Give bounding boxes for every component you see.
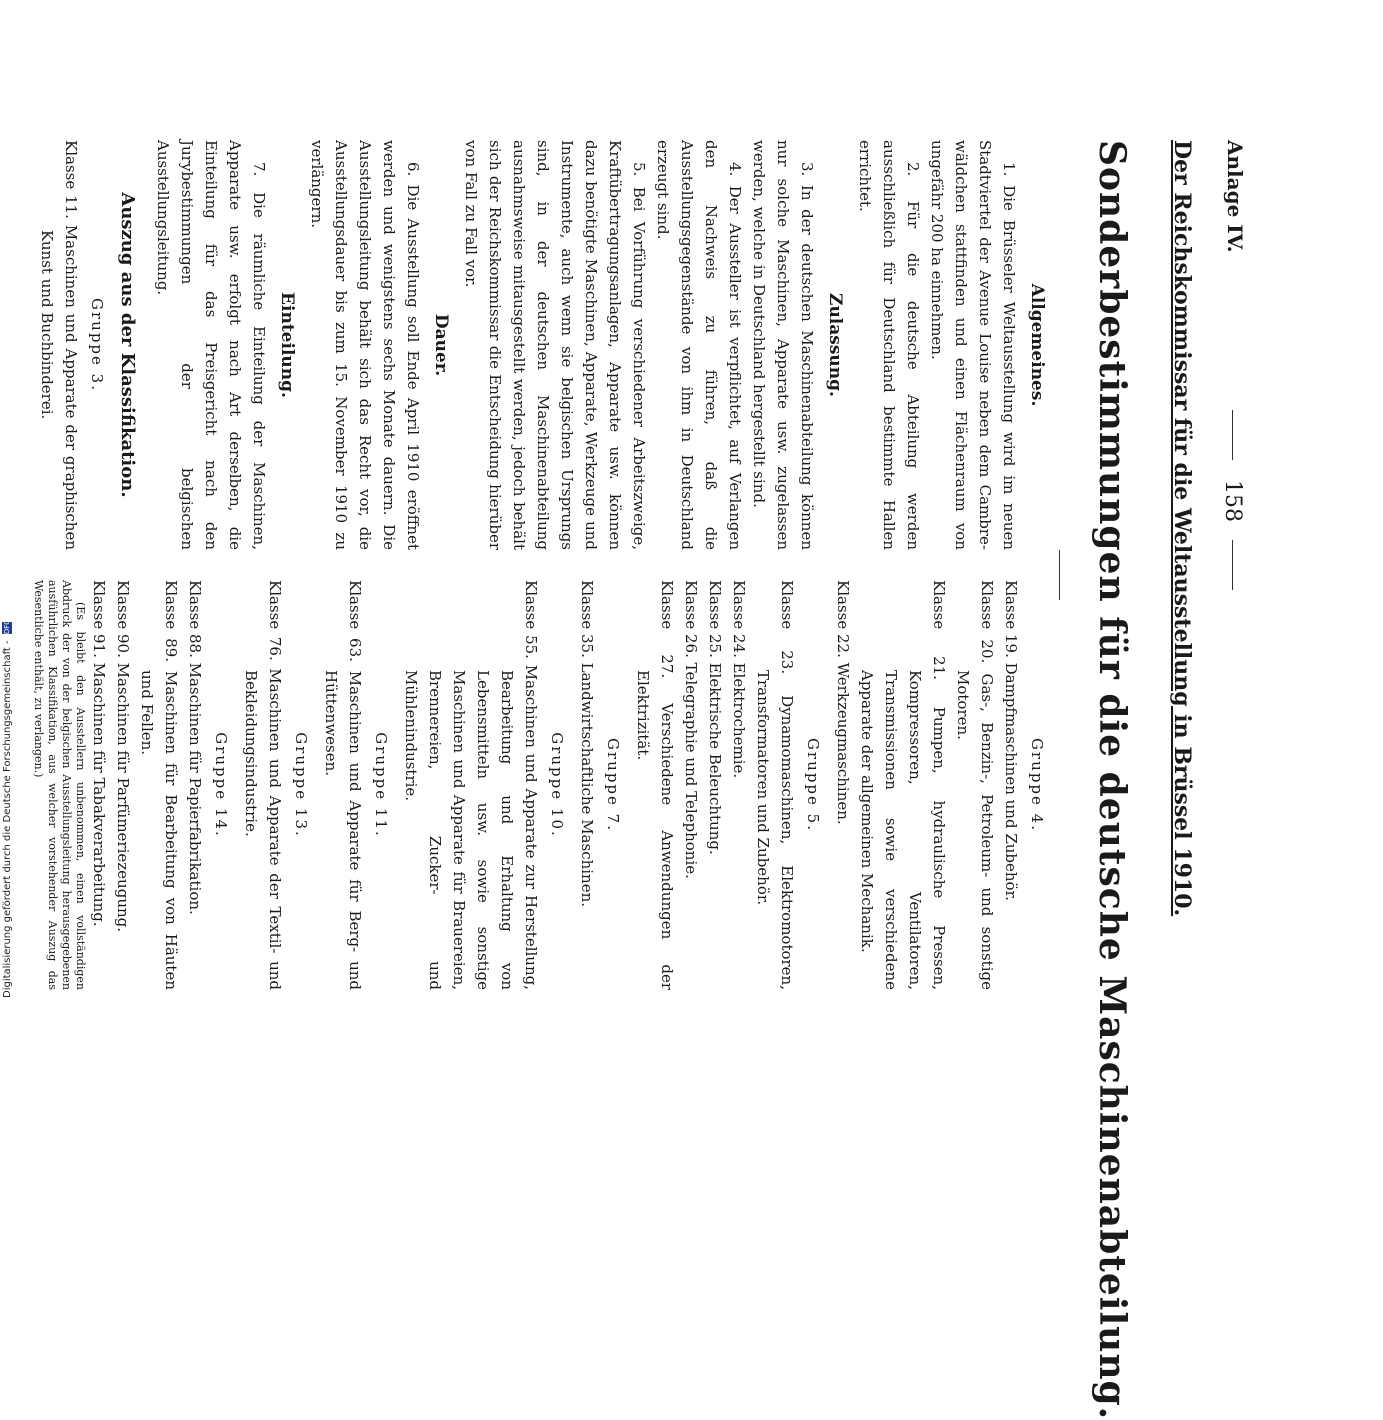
paragraph-2: 2. Für die deutsche Abteilung werden ausschließlich für Deutschland bestimmte Hallen errichtet. — [856, 140, 922, 550]
gruppe-13: Gruppe 13. — [292, 732, 310, 838]
gruppe-7: Gruppe 7. — [604, 738, 622, 832]
credit-text: Digitalisierung gefördert durch die Deutsche Forschungsgemeinschaft - — [2, 640, 13, 998]
paragraph-5: 5. Bei Vorführung verschiedener Arbeitszweige, Kraftübertragungsanlagen, Apparate usw. können dazu benötigte Maschinen, Apparate, Werkzeuge und Instrumente, auch wenn sie belgischen Ursprungs sind, in der deutschen Maschinenabteilung ausnahmsweise mitausgestellt werden, jedoch behält sich der Reichskommissar die Entscheidung hierüber von Fall zu Fall vor. — [462, 140, 648, 550]
page-number: 158 — [1220, 480, 1245, 522]
paragraph-3: 3. In der deutschen Maschinenabteilung können nur solche Maschinen, Apparate usw. zugelassen werden, welche in Deutschland hergestellt sind. — [750, 140, 816, 550]
heading-zulassung: Zulassung. — [825, 293, 845, 397]
klasse-55: Klasse 55. Maschinen und Apparate zur Herstellung, Bearbeitung und Erhaltung von Lebensmitteln usw. sowie sonstige Maschinen und Apparate für Brauereien, Brennereien, Zucker- und Mühlenindustrie. — [402, 580, 540, 990]
klasse-89: Klasse 89. Maschinen für Bearbeitung von Häuten und Fellen. — [138, 580, 180, 990]
right-column — [31, 580, 1055, 990]
klasse-63: Klasse 63. Maschinen und Apparate für Berg- und Hüttenwesen. — [322, 580, 364, 990]
gruppe-14: Gruppe 14. — [212, 732, 230, 838]
subtitle: Der Reichskommissar für die Weltausstellung in Brüssel 1910. — [1169, 140, 1195, 917]
heading-allgemeines: Allgemeines. — [1027, 283, 1047, 407]
klasse-21: Klasse 21. Pumpen, hydraulische Pressen, Kompressoren, Ventilatoren, Transmissionen sowie verschiedene Apparate der allgemeinen Mechanik. — [858, 580, 948, 990]
klasse-20: Klasse 20. Gas-, Benzin-, Petroleum- und sonstige Motoren. — [954, 580, 996, 990]
klasse-19: Klasse 19. Dampfmaschinen und Zubehör. — [1002, 580, 1020, 901]
paragraph-7: 7. Die räumliche Einteilung der Maschinen, Apparate usw. erfolgt nach Art derselben, die Einteilung für das Preisgericht nach den Jurybestimmungen der belgischen Ausstellungsleitung. — [154, 140, 268, 550]
paragraph-4: 4. Der Aussteller ist verpflichtet, auf Verlangen den Nachweis zu führen, daß die Ausstellungsgegenstände von ihm in Deutschland erzeugt sind. — [654, 140, 744, 550]
klasse-91: Klasse 91. Maschinen für Tabakverarbeitung. — [90, 580, 108, 927]
klasse-27: Klasse 27. Verschiedene Anwendungen der Elektrizität. — [634, 580, 676, 990]
gruppe-4: Gruppe 4. — [1028, 738, 1046, 832]
klasse-90: Klasse 90. Maschinen für Parfümeriezeugung. — [114, 580, 132, 933]
main-title: Sonderbestimmungen für die deutsche Maschinenabteilung. — [1091, 140, 1133, 1420]
footnote: (Es bleibt den Ausstellern unbenommen, einen vollständigen Abdruck der von der belgischen Ausstellungsleitung herausgegebenen ausführlichen Klassifikation, aus welcher vorstehender Auszug das Wesentliche enthält, zu verlangen.) — [32, 580, 87, 990]
klasse-76: Klasse 76. Maschinen und Apparate der Textil- und Bekleidungsindustrie. — [242, 580, 284, 990]
klasse-88: Klasse 88. Maschinen für Papierfabrikation. — [186, 580, 204, 915]
heading-dauer: Dauer. — [431, 313, 451, 377]
klasse-23: Klasse 23. Dynamomaschinen, Elektromotoren, Transformatoren und Zubehör. — [754, 580, 796, 990]
gruppe-11: Gruppe 11. — [372, 732, 390, 838]
page-number-dash-left — [1232, 410, 1233, 460]
klasse-26: Klasse 26. Telegraphie und Telephonie. — [682, 580, 700, 879]
heading-einteilung: Einteilung. — [277, 292, 297, 398]
klasse-11: Klasse 11. Maschinen und Apparate der graphischen Kunst und Buchbinderei. — [38, 140, 80, 550]
anlage-label: Anlage IV. — [1223, 140, 1247, 253]
klasse-35: Klasse 35. Landwirtschaftliche Maschinen. — [578, 580, 596, 908]
paragraph-1: 1. Die Brüsseler Weltausstellung wird im neuen Stadtviertel der Avenue Louise neben dem Cambre-wäldchen stattfinden und einen Flächenraum von ungefähr 200 ha einnehmen. — [928, 140, 1018, 550]
gruppe-10: Gruppe 10. — [548, 732, 566, 838]
digitization-credit — [2, 619, 13, 998]
heading-auszug: Auszug aus der Klassifikation. — [117, 192, 138, 498]
klasse-24: Klasse 24. Elektrochemie. — [730, 580, 748, 779]
gruppe-5: Gruppe 5. — [804, 738, 822, 832]
rotated-page-content — [32, 140, 1255, 1420]
column-divider — [1059, 550, 1060, 600]
dfg-logo-icon: DFG — [3, 619, 11, 635]
gruppe-3: Gruppe 3. — [88, 298, 106, 392]
klasse-25: Klasse 25. Elektrische Beleuchtung. — [706, 580, 724, 855]
paragraph-6: 6. Die Ausstellung soll Ende April 1910 eröffnet werden und wenigstens sechs Monate dauern. Die Ausstellungsleitung behält sich das Recht vor, die Ausstellungsdauer bis zum 15. November 1910 zu verlängern. — [308, 140, 422, 550]
klasse-22: Klasse 22. Werkzeugmaschinen. — [834, 580, 852, 825]
page-number-dash-right — [1232, 540, 1233, 590]
left-column — [35, 140, 1055, 550]
